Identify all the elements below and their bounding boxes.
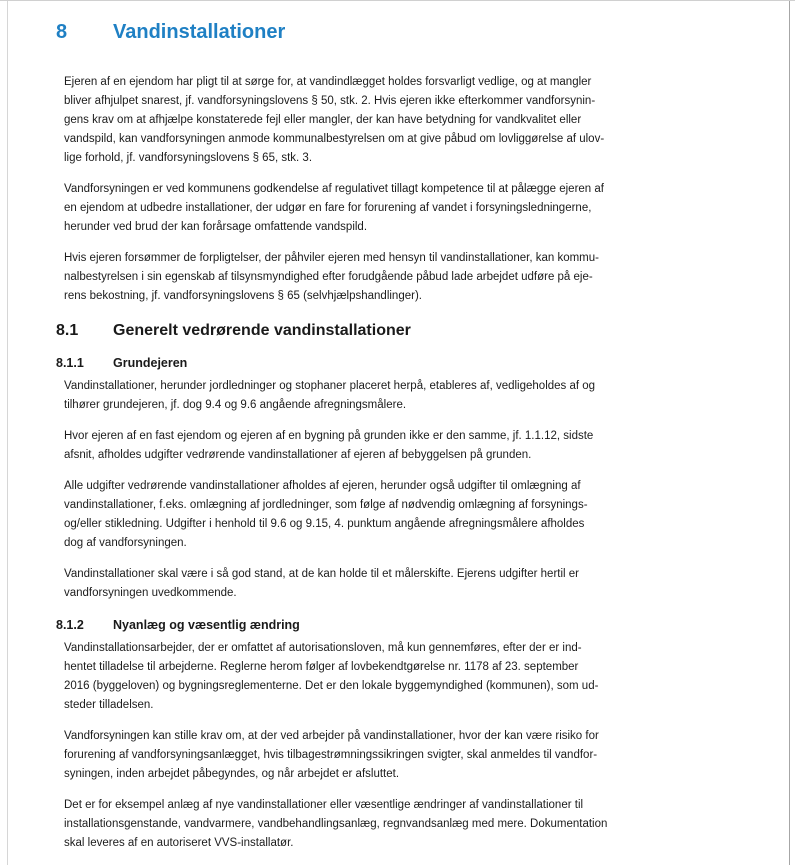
text-line: steder tilladelsen. (64, 699, 154, 711)
heading-number: 8.1 (56, 322, 79, 339)
paragraph (64, 249, 755, 306)
text-line: nalbestyrelsen i sin egenskab af tilsynsmyndighed efter forudgående påbud lade arbejdet udføre på eje- (64, 271, 593, 283)
text-line: Vandinstallationer, herunder jordledninger og stophaner placeret herpå, etableres af, vedligeholdes af og (64, 380, 596, 392)
paragraph (64, 180, 755, 237)
heading-number: 8.1.1 (56, 356, 84, 370)
text-line: bliver afhjulpet snarest, jf. vandforsyningslovens § 50, stk. 2. Hvis ejeren ikke efterkommer vandforsynin- (64, 95, 596, 107)
text-line: Vandinstallationer skal være i så god stand, at de kan holde til et målerskifte. Ejerens udgifter hertil er (64, 568, 580, 580)
paragraph (64, 377, 755, 415)
document-content (0, 1, 795, 853)
text-line: Ejeren af en ejendom har pligt til at sørge for, at vandindlægget holdes forsvarligt vedlige, og at mangler (64, 76, 592, 88)
text-line: og/eller stikledning. Udgifter i henhold til 9.6 og 9.15, 4. punktum angående afregningsmålere afholdes (64, 518, 585, 530)
text-line: herunder ved brud der kan forårsage omfattende vandspild. (64, 221, 368, 233)
paragraph (64, 727, 755, 784)
paragraph (64, 427, 755, 465)
text-line: forurening af vandforsyningsanlægget, hvis tilbagestrømningssikringen svigter, skal anmeldes til vandfor- (64, 749, 598, 761)
text-line: syningen, inden arbejdet påbegyndes, og når arbejdet er afsluttet. (64, 768, 400, 780)
subsection-heading (56, 617, 755, 634)
text-line: rens bekostning, jf. vandforsyningslovens § 65 (selvhjælpshandlinger). (64, 290, 422, 302)
text-line: Hvis ejeren forsømmer de forpligtelser, der påhviler ejeren med hensyn til vandinstallationer, kan kommu- (64, 252, 599, 264)
heading-number: 8.1.2 (56, 618, 84, 632)
heading-number: 8 (56, 21, 68, 43)
section-heading (56, 320, 755, 341)
text-line: en ejendom at udbedre installationer, der udgør en fare for forurening af vandet i forsyningsledningerne, (64, 202, 592, 214)
heading-text: Generelt vedrørende vandinstallationer (113, 322, 411, 339)
paragraph (64, 73, 755, 168)
text-line: Hvor ejeren af en fast ejendom og ejeren af en bygning på grunden ikke er den samme, jf. 1.1.12, sidste (64, 430, 594, 442)
text-line: dog af vandforsyningen. (64, 537, 187, 549)
chapter-heading (56, 19, 755, 45)
text-line: vandforsyningen uvedkommende. (64, 587, 237, 599)
text-line: Det er for eksempel anlæg af nye vandinstallationer eller væsentlige ændringer af vandinstallationer til (64, 799, 584, 811)
text-line: Alle udgifter vedrørende vandinstallationer afholdes af ejeren, herunder også udgifter til omlægning af (64, 480, 581, 492)
paragraph (64, 639, 755, 715)
text-line: afsnit, afholdes udgifter vedrørende vandinstallationer af ejeren af bebyggelsen på grunden. (64, 449, 532, 461)
heading-text: Grundejeren (113, 356, 188, 370)
text-line: Vandforsyningen er ved kommunens godkendelse af regulativet tillagt kompetence til at pålægge ejeren af (64, 183, 604, 195)
text-line: vandspild, kan vandforsyningen anmode kommunalbestyrelsen om at give påbud om lovliggørelse af ulov- (64, 133, 605, 145)
heading-text: Nyanlæg og væsentlig ændring (113, 618, 300, 632)
text-line: 2016 (byggeloven) og bygningsreglementerne. Det er den lokale byggemyndighed (kommunen), som ud- (64, 680, 599, 692)
text-line: vandinstallationer, f.eks. omlægning af jordledninger, som følge af nødvendig omlægning af forsynings- (64, 499, 588, 511)
text-line: hentet tilladelse til arbejderne. Reglerne herom følger af lovbekendtgørelse nr. 1178 af 23. september (64, 661, 579, 673)
text-line: tilhører grundejeren, jf. dog 9.4 og 9.6 angående afregningsmålere. (64, 399, 407, 411)
text-line: skal leveres af en autoriseret VVS-installatør. (64, 837, 294, 849)
text-line: Vandforsyningen kan stille krav om, at der ved arbejder på vandinstallationer, hvor der kan være risiko for (64, 730, 599, 742)
text-line: lige forhold, jf. vandforsyningslovens § 65, stk. 3. (64, 152, 313, 164)
paragraph (64, 796, 755, 853)
paragraph (64, 477, 755, 553)
subsection-heading (56, 355, 755, 372)
text-line: gens krav om at afhjælpe konstaterede fejl eller mangler, der kan have betydning for vandkvalitet eller (64, 114, 582, 126)
paragraph (64, 565, 755, 603)
heading-text: Vandinstallationer (113, 21, 286, 43)
text-line: installationsgenstande, vandvarmere, vandbehandlingsanlæg, regnvandsanlæg med mere. Dokumentation (64, 818, 608, 830)
text-line: Vandinstallationsarbejder, der er omfattet af autorisationsloven, må kun gennemføres, efter der er ind- (64, 642, 582, 654)
